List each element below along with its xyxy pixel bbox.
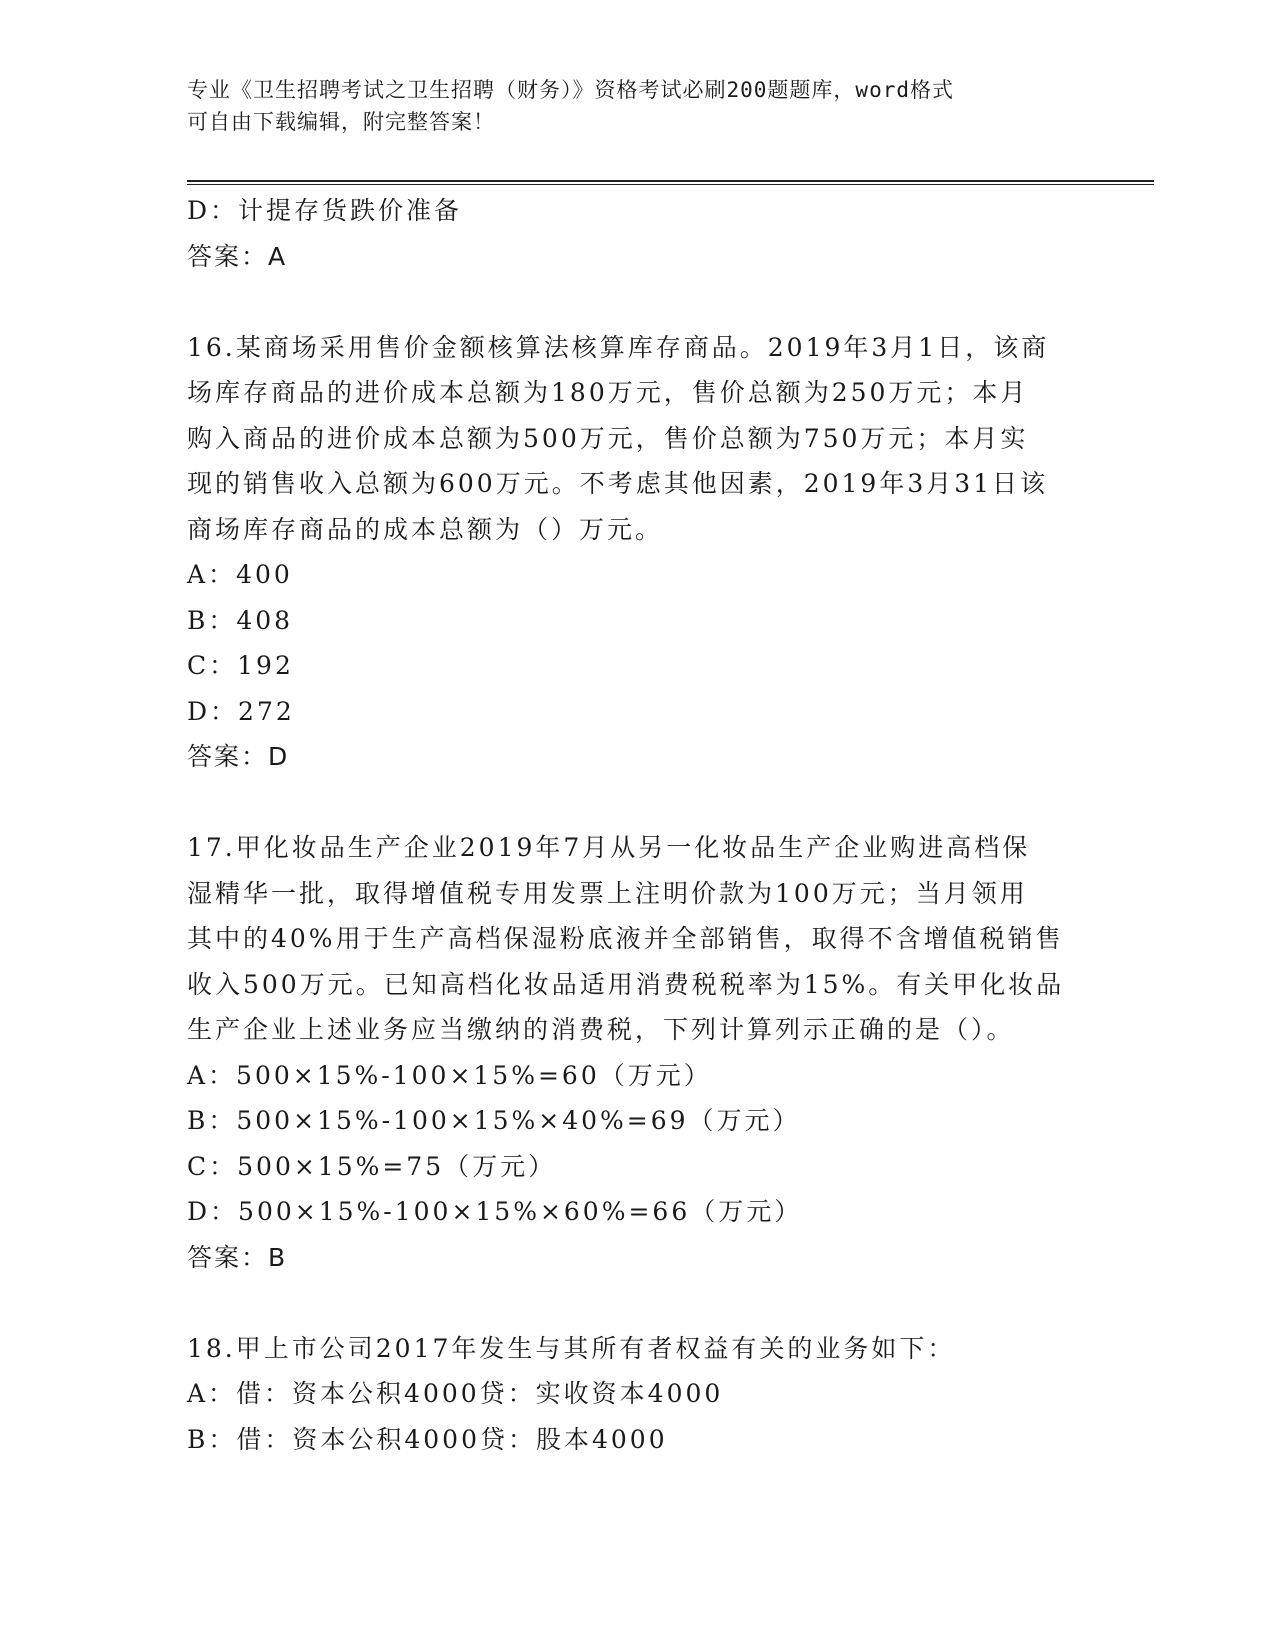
option-a: A：400: [187, 560, 293, 589]
question-stem-line: 购入商品的进价成本总额为500万元，售价总额为750万元；本月实: [187, 423, 1029, 453]
header-line-2: 可自由下载编辑，附完整答案！: [187, 110, 495, 134]
option-b: B：借：资本公积4000贷：股本4000: [187, 1424, 668, 1454]
answer: 答案：A: [187, 241, 288, 271]
answer: 答案：B: [187, 1242, 288, 1272]
question-stem-line: 湿精华一批，取得增值税专用发票上注明价款为100万元；当月领用: [187, 878, 1028, 908]
question-stem-line: 18.甲上市公司2017年发生与其所有者权益有关的业务如下：: [187, 1333, 956, 1363]
answer: 答案：D: [187, 742, 290, 771]
spacer: [187, 780, 1087, 826]
question-stem-line: 场库存商品的进价成本总额为180万元，售价总额为250万元；本月: [187, 378, 1029, 407]
option-b: B：408: [187, 605, 294, 635]
question-stem-line: 生产企业上述业务应当缴纳的消费税，下列计算列示正确的是（）。: [187, 1015, 1015, 1044]
option-b: B：500×15%-100×15%×40%=69（万元）: [187, 1106, 801, 1135]
option-d: D：272: [187, 696, 295, 726]
question-stem-line: 其中的40%用于生产高档保湿粉底液并全部销售，取得不含增值税销售: [187, 924, 1064, 953]
option-c: C：500×15%=75（万元）: [187, 1151, 557, 1181]
option-d: D：500×15%-100×15%×60%=66（万元）: [187, 1197, 803, 1226]
option-c: C：192: [187, 651, 294, 680]
header-line-1: 专业《卫生招聘考试之卫生招聘（财务）》资格考试必刷200题题库，word格式: [187, 78, 954, 102]
document-body: [187, 188, 1087, 1462]
question-16: [187, 325, 1087, 780]
question-stem-line: 17.甲化妆品生产企业2019年7月从另一化妆品生产企业购进高档保: [187, 833, 1031, 862]
option-a: A：500×15%-100×15%=60（万元）: [187, 1060, 712, 1090]
option-d: D：计提存货跌价准备: [187, 196, 463, 225]
spacer: [187, 1280, 1087, 1326]
question-stem-line: 商场库存商品的成本总额为（）万元。: [187, 514, 664, 544]
spacer: [187, 279, 1087, 325]
question-17: [187, 825, 1087, 1280]
header-divider-thick: [187, 180, 1154, 182]
option-a: A：借：资本公积4000贷：实收资本4000: [187, 1379, 724, 1408]
question-stem-line: 现的销售收入总额为600万元。不考虑其他因素，2019年3月31日该: [187, 469, 1049, 498]
header-divider-thin: [187, 184, 1154, 185]
question-stem-line: 收入500万元。已知高档化妆品适用消费税税率为15%。有关甲化妆品: [187, 969, 1065, 999]
question-stem-line: 16.某商场采用售价金额核算法核算库存商品。2019年3月1日，该商: [187, 332, 1050, 362]
document-header: [187, 74, 1087, 138]
question-15-tail: [187, 188, 1087, 279]
question-18: [187, 1326, 1087, 1463]
